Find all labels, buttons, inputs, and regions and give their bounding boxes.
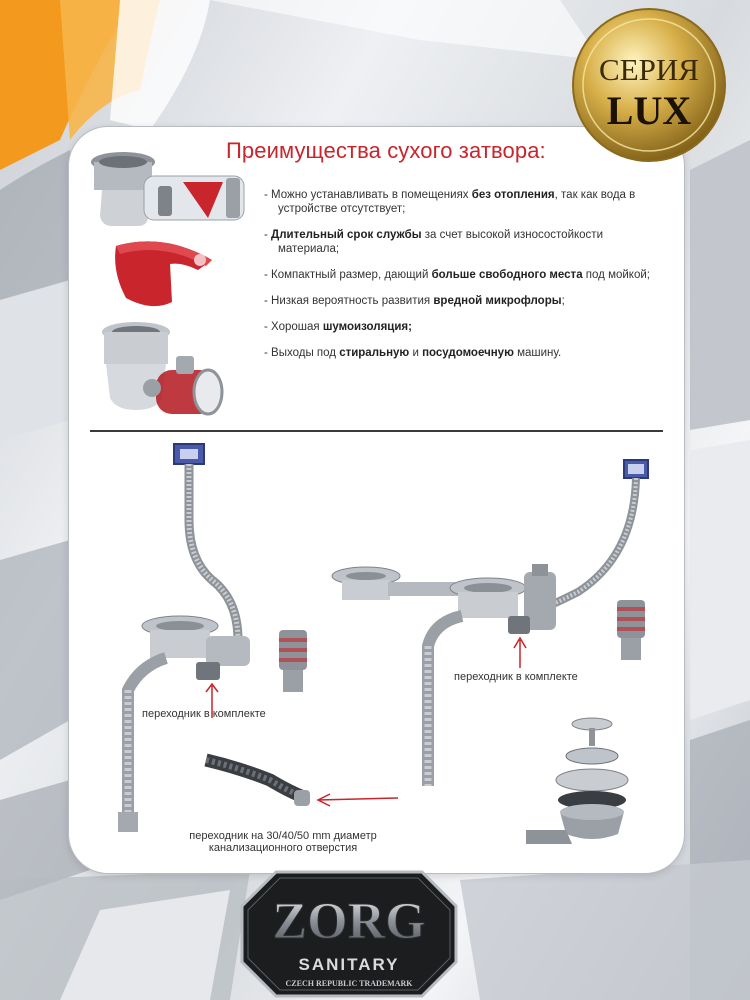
advantage-item: - Можно устанавливать в помещениях без отопления, так как вода в устройстве отсутствует; xyxy=(264,189,636,215)
right-adapter-image xyxy=(614,600,648,662)
advantage-item: - Низкая вероятность развития вредной микрофлоры; xyxy=(264,295,565,307)
hose-label-line1: переходник на 30/40/50 mm диаметр xyxy=(189,830,377,842)
logo-sub: SANITARY xyxy=(298,955,400,974)
advantages-list xyxy=(264,188,664,372)
left-adapter-image xyxy=(276,630,310,694)
badge-line1: СЕРИЯ xyxy=(599,52,699,87)
badge-line2: LUX xyxy=(606,88,692,133)
advantage-item: - Хорошая шумоизоляция; xyxy=(264,321,412,333)
adapter-label-left: переходник в комплекте xyxy=(142,708,266,720)
zorg-sanitary-logo xyxy=(240,870,458,998)
siphon-assembly-image xyxy=(96,318,226,430)
logo-tagline: CZECH REPUBLIC TRADEMARK xyxy=(285,979,413,988)
hose-adapter-label xyxy=(168,830,398,854)
adapter-label-right: переходник в комплекте xyxy=(454,671,578,683)
siphon-housing-image xyxy=(88,146,248,236)
advantage-item: - Длительный срок службы за счет высокой износостойкости материала; xyxy=(264,229,603,255)
logo-brand: ZORG xyxy=(272,893,426,950)
lux-series-badge xyxy=(570,6,728,164)
hose-label-line2: канализационного отверстия xyxy=(208,842,358,854)
sink-strainer-exploded-image xyxy=(522,712,642,858)
red-flap-valve-image xyxy=(112,232,218,312)
page-title: Преимущества сухого затвора: xyxy=(226,138,546,163)
section-divider xyxy=(90,430,663,432)
advantage-item: - Выходы под стиральную и посудомоечную машину. xyxy=(264,347,562,359)
advantage-item: - Компактный размер, дающий больше свободного места под мойкой; xyxy=(264,269,650,281)
